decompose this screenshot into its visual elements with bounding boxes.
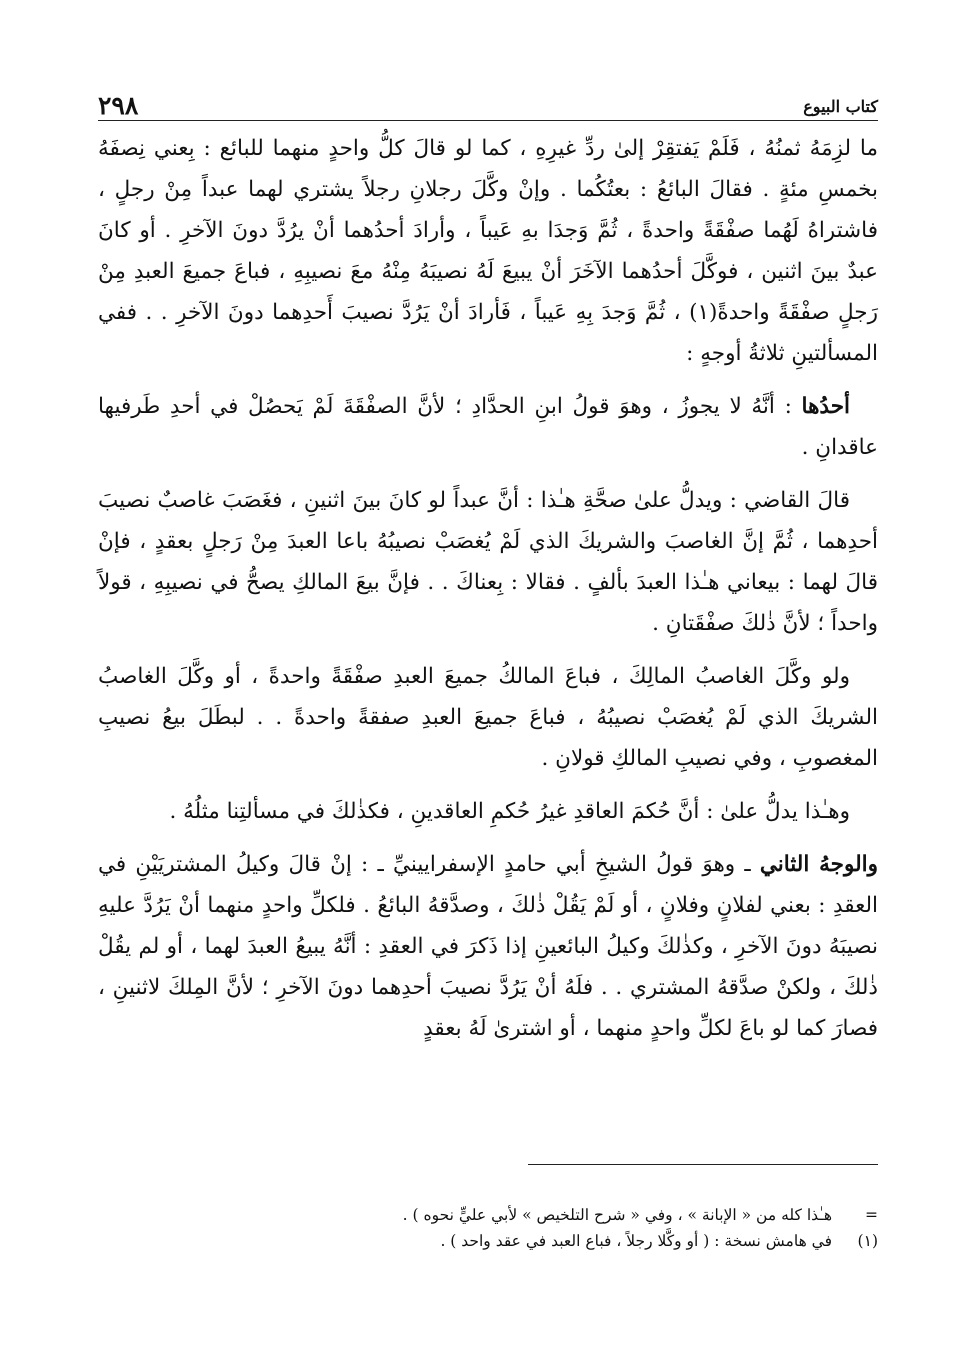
paragraph-4: ولو وكَّلَ الغاصبُ المالِكَ ، فباعَ المالكُ جميعَ العبدِ صفْقَةً واحدةً ، أو وكَّلَ الغاصبُ الشريكَ الذي لَمْ يُغصَبْ نصيبُهُ ، فباعَ جميعَ العبدِ صفقةً واحدةً . . لبطَلَ بيعُ نصيبِ المغصوبِ ، وفي نصيبِ المالكِ قولانِ . xyxy=(98,664,878,771)
paragraph-5: وهـٰذا يدلُّ علىٰ : أنَّ حُكمَ العاقدِ غيرُ حُكمِ العاقدينِ ، فكذٰلكَ في مسألتِنا مثلُهُ . xyxy=(169,799,850,824)
paragraph-2-text: : أنَّهُ لا يجوزُ ، وهوَ قولُ ابنِ الحدَّادِ ؛ لأنَّ الصفْقَةَ لَمْ يَحصُلْ في أحدِ طَرفيها عاقدانِ . xyxy=(98,394,878,460)
paragraph-6-lead: والوجهُ الثاني xyxy=(759,852,878,877)
paragraph-6-text: ـ وهوَ قولُ الشيخِ أبي حامدٍ الإسفرايينيِّ ـ : إنْ قالَ وكيلُ المشتريَيْنِ في العقدِ : بعني لفلانٍ وفلانٍ ، أو لَمْ يَقُلْ ذٰلكَ ، وصدَّقهُ البائعُ . فلكلِّ واحدٍ منهما أنْ يَرُدَّ عليهِ نصيبَهُ دونَ الآخرِ ، وكذٰلكَ وكيلُ البائعينِ إذا ذَكرَ في العقدِ : أنَّهُ يبيعُ العبدَ لهما ، أو لم يقُلْ ذٰلكَ ، ولكنْ صدَّقهُ المشتري . . فلَهُ أنْ يَرُدَّ نصيبَ أحدِهما دونَ الآخرِ ؛ لأنَّ المِلكَ لاثنينِ ، فصارَ كما لو باعَ لكلِّ واحدٍ منهما ، أو اشترىٰ لَهُ بعقدٍ xyxy=(98,852,878,1041)
paragraph-2 xyxy=(98,386,878,468)
main-text xyxy=(98,128,878,1049)
paragraph-1: ما لزِمَهُ ثمنُهُ ، فَلَمْ يَفتقِرْ إلىٰ ردِّ غيرِهِ ، كما لو قالَ كلُّ واحدٍ منهما للبائع : بِعني نِصفَهُ بخمسِ مئةٍ . فقالَ البائعُ : بعتُكُما . وإنْ وكَّلَ رجلانِ رجلاً يشتري لهما عبداً مِنْ رجلٍ ، فاشتراهُ لَهُما صفْقَةً واحدةً ، ثُمَّ وَجدَا بهِ عَيباً ، وأرادَ أحدُهما أنْ يرُدَّ دونَ الآخرِ . أو كانَ عبدٌ بينَ اثنين ، فوكَّلَ أحدُهما الآخَرَ أنْ يبيعَ لَهُ نصيبَهُ مِنْهُ معَ نصيبِهِ ، فباعَ جميعَ العبدِ مِنْ رَجلٍ صفْقَةً واحدةً(١) ، ثُمَّ وَجدَ بِهِ عَيباً ، فَأرادَ أنْ يَرُدَّ نصيبَ أَحدِهما دونَ الآخرِ . . ففي المسألتينِ ثلاثةُ أوجهٍ : xyxy=(98,136,878,366)
footnote-divider xyxy=(528,1164,878,1165)
running-title: كتاب البيوع xyxy=(803,97,878,116)
paragraph-2-lead: أحدُها xyxy=(801,394,850,419)
page-number: ٢٩٨ xyxy=(98,91,139,120)
paragraph-6 xyxy=(98,844,878,1049)
footnote-text: في هامش نسخة : ( أو وكَّلا رجلاً ، فباع العبد في عقد واحد ) . xyxy=(440,1232,832,1250)
footnote-continued xyxy=(98,1202,878,1228)
footnote-mark: (١) xyxy=(857,1232,878,1250)
footnotes xyxy=(98,1202,878,1254)
paragraph-3: قالَ القاضي : ويدلُّ علىٰ صحَّةِ هـٰذا : أنَّ عبداً لو كانَ بينَ اثنينِ ، فغَصَبَ غاصبٌ نصيبَ أحدِهما ، ثُمَّ إنَّ الغاصبَ والشريكَ الذي لَمْ يُغصَبْ نصيبُهُ باعا العبدَ مِنْ رَجلٍ بعقدٍ ، فإنْ قالَ لهما : بيعاني هـٰذا العبدَ بألفٍ . فقالا : بِعناكَ . . فإنَّ بيعَ المالكِ يصحُّ في نصيبِهِ ، قولاً واحداً ؛ لأنَّ ذٰلكَ صفْقَتانِ . xyxy=(98,488,878,636)
footnote-text: هـٰذا كله من « الإبانة » ، وفي « شرح التلخيص » لأبي عليٍّ نحوه ) . xyxy=(402,1206,832,1224)
page-header xyxy=(98,84,878,121)
footnote-mark: = xyxy=(865,1206,878,1224)
footnote-1 xyxy=(98,1228,878,1254)
